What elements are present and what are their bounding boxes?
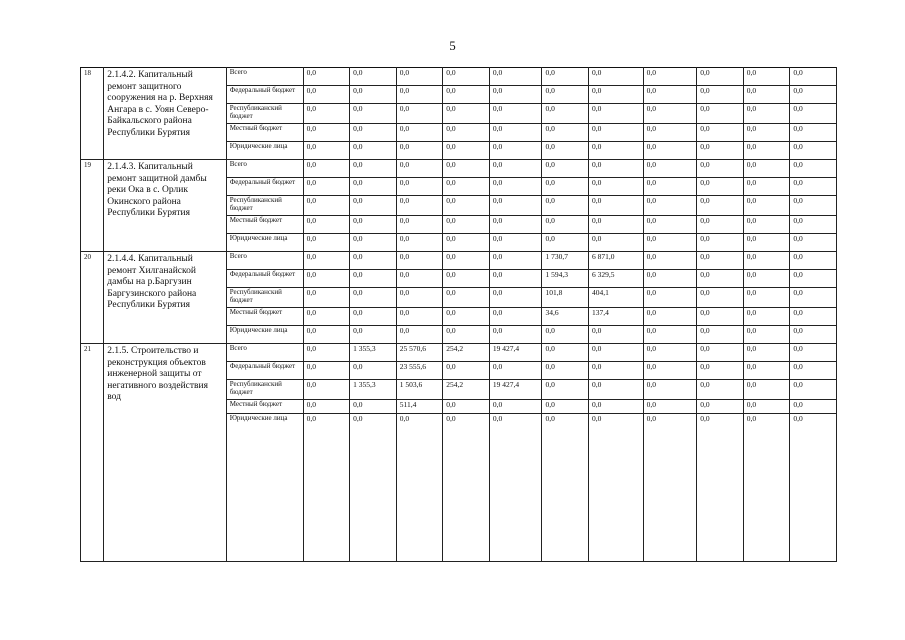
value-cell: 0,0 (443, 178, 490, 196)
value-cell: 0,0 (350, 178, 397, 196)
value-cell: 0,0 (588, 142, 643, 160)
value-cell: 0,0 (350, 142, 397, 160)
value-cell: 0,0 (303, 196, 350, 216)
table-row (81, 344, 837, 362)
value-cell: 0,0 (396, 86, 443, 104)
budget-table (80, 67, 837, 562)
value-cell: 0,0 (643, 400, 697, 414)
value-cell: 0,0 (303, 142, 350, 160)
value-cell: 0,0 (443, 68, 490, 86)
page-number: 5 (449, 38, 456, 53)
value-cell: 0,0 (489, 414, 542, 562)
funding-source: Всего (226, 160, 303, 178)
value-cell: 0,0 (743, 288, 790, 308)
value-cell: 0,0 (443, 288, 490, 308)
funding-source: Всего (226, 68, 303, 86)
value-cell: 0,0 (588, 124, 643, 142)
value-cell: 0,0 (743, 216, 790, 234)
value-cell: 0,0 (350, 270, 397, 288)
value-cell: 0,0 (743, 142, 790, 160)
value-cell: 0,0 (697, 196, 744, 216)
value-cell: 0,0 (396, 234, 443, 252)
value-cell: 0,0 (303, 308, 350, 326)
value-cell: 0,0 (489, 288, 542, 308)
value-cell: 19 427,4 (489, 344, 542, 362)
value-cell: 25 570,6 (396, 344, 443, 362)
value-cell: 0,0 (697, 326, 744, 344)
value-cell: 0,0 (396, 196, 443, 216)
value-cell: 0,0 (350, 362, 397, 380)
measure-description: 2.1.5. Строительство и реконструкция объектов инженерной защиты от негативного воздействия вод (104, 344, 226, 562)
value-cell: 0,0 (743, 68, 790, 86)
value-cell: 0,0 (489, 160, 542, 178)
value-cell: 0,0 (303, 400, 350, 414)
value-cell: 0,0 (790, 234, 837, 252)
value-cell: 1 594,3 (542, 270, 589, 288)
value-cell: 0,0 (489, 362, 542, 380)
value-cell: 0,0 (743, 252, 790, 270)
value-cell: 0,0 (743, 414, 790, 562)
value-cell: 0,0 (303, 124, 350, 142)
value-cell: 0,0 (350, 252, 397, 270)
value-cell: 0,0 (350, 414, 397, 562)
value-cell: 0,0 (588, 400, 643, 414)
value-cell: 0,0 (489, 308, 542, 326)
value-cell: 254,2 (443, 344, 490, 362)
value-cell: 0,0 (697, 68, 744, 86)
value-cell: 0,0 (697, 142, 744, 160)
value-cell: 0,0 (396, 142, 443, 160)
value-cell: 0,0 (743, 160, 790, 178)
funding-source: Федеральный бюджет (226, 178, 303, 196)
value-cell: 0,0 (303, 362, 350, 380)
value-cell: 0,0 (303, 104, 350, 124)
funding-source: Республиканский бюджет (226, 196, 303, 216)
value-cell: 101,8 (542, 288, 589, 308)
value-cell: 0,0 (443, 270, 490, 288)
value-cell: 0,0 (643, 362, 697, 380)
funding-source: Всего (226, 344, 303, 362)
value-cell: 0,0 (790, 308, 837, 326)
funding-source: Федеральный бюджет (226, 270, 303, 288)
value-cell: 0,0 (790, 160, 837, 178)
funding-source: Республиканский бюджет (226, 104, 303, 124)
value-cell: 0,0 (396, 270, 443, 288)
value-cell: 1 730,7 (542, 252, 589, 270)
value-cell: 0,0 (588, 344, 643, 362)
value-cell: 0,0 (743, 344, 790, 362)
value-cell: 0,0 (588, 178, 643, 196)
value-cell: 0,0 (743, 234, 790, 252)
value-cell: 0,0 (396, 326, 443, 344)
funding-source: Юридические лица (226, 414, 303, 562)
value-cell: 0,0 (643, 326, 697, 344)
value-cell: 0,0 (443, 308, 490, 326)
value-cell: 0,0 (643, 86, 697, 104)
value-cell: 0,0 (350, 68, 397, 86)
value-cell: 0,0 (790, 326, 837, 344)
value-cell: 0,0 (790, 216, 837, 234)
table-body (81, 68, 837, 562)
value-cell: 6 329,5 (588, 270, 643, 288)
value-cell: 0,0 (790, 142, 837, 160)
value-cell: 0,0 (643, 104, 697, 124)
value-cell: 0,0 (303, 216, 350, 234)
value-cell: 0,0 (396, 288, 443, 308)
table-row (81, 252, 837, 270)
funding-source: Юридические лица (226, 326, 303, 344)
value-cell: 0,0 (303, 344, 350, 362)
value-cell: 0,0 (697, 380, 744, 400)
value-cell: 0,0 (350, 216, 397, 234)
value-cell: 0,0 (643, 234, 697, 252)
value-cell: 0,0 (396, 104, 443, 124)
value-cell: 0,0 (303, 270, 350, 288)
value-cell: 0,0 (743, 326, 790, 344)
value-cell: 0,0 (489, 104, 542, 124)
value-cell: 0,0 (350, 308, 397, 326)
value-cell: 254,2 (443, 380, 490, 400)
value-cell: 0,0 (643, 380, 697, 400)
value-cell: 0,0 (542, 414, 589, 562)
value-cell: 0,0 (743, 196, 790, 216)
value-cell: 0,0 (743, 362, 790, 380)
value-cell: 0,0 (542, 68, 589, 86)
value-cell: 0,0 (443, 160, 490, 178)
value-cell: 0,0 (443, 326, 490, 344)
value-cell: 0,0 (396, 216, 443, 234)
value-cell: 404,1 (588, 288, 643, 308)
value-cell: 0,0 (790, 104, 837, 124)
measure-description: 2.1.4.4. Капитальный ремонт Хилганайской дамбы на р.Баргузин Баргузинского района Республики Бурятия (104, 252, 226, 344)
value-cell: 0,0 (303, 252, 350, 270)
value-cell: 0,0 (643, 270, 697, 288)
value-cell: 0,0 (790, 414, 837, 562)
value-cell: 0,0 (443, 400, 490, 414)
value-cell: 0,0 (790, 380, 837, 400)
value-cell: 0,0 (350, 104, 397, 124)
value-cell: 0,0 (542, 362, 589, 380)
value-cell: 0,0 (588, 104, 643, 124)
value-cell: 0,0 (489, 68, 542, 86)
value-cell: 0,0 (350, 288, 397, 308)
value-cell: 0,0 (443, 104, 490, 124)
value-cell: 0,0 (643, 216, 697, 234)
value-cell: 1 355,3 (350, 344, 397, 362)
value-cell: 0,0 (697, 104, 744, 124)
row-number: 21 (81, 344, 104, 562)
value-cell: 0,0 (350, 160, 397, 178)
value-cell: 0,0 (396, 178, 443, 196)
funding-source: Федеральный бюджет (226, 86, 303, 104)
value-cell: 0,0 (303, 86, 350, 104)
value-cell: 0,0 (542, 380, 589, 400)
value-cell: 0,0 (489, 252, 542, 270)
value-cell: 0,0 (790, 252, 837, 270)
value-cell: 0,0 (443, 362, 490, 380)
value-cell: 0,0 (489, 270, 542, 288)
value-cell: 0,0 (489, 178, 542, 196)
value-cell: 0,0 (303, 414, 350, 562)
value-cell: 0,0 (396, 414, 443, 562)
value-cell: 0,0 (443, 86, 490, 104)
value-cell: 0,0 (303, 288, 350, 308)
value-cell: 0,0 (697, 400, 744, 414)
value-cell: 0,0 (542, 124, 589, 142)
value-cell: 0,0 (303, 68, 350, 86)
value-cell: 0,0 (542, 216, 589, 234)
value-cell: 0,0 (489, 196, 542, 216)
value-cell: 0,0 (643, 142, 697, 160)
value-cell: 0,0 (743, 270, 790, 288)
value-cell: 0,0 (743, 124, 790, 142)
value-cell: 0,0 (643, 196, 697, 216)
value-cell: 0,0 (743, 104, 790, 124)
value-cell: 0,0 (588, 234, 643, 252)
value-cell: 0,0 (303, 160, 350, 178)
funding-source: Местный бюджет (226, 308, 303, 326)
value-cell: 0,0 (743, 380, 790, 400)
value-cell: 0,0 (350, 326, 397, 344)
value-cell: 0,0 (790, 86, 837, 104)
value-cell: 0,0 (697, 178, 744, 196)
value-cell: 0,0 (303, 326, 350, 344)
value-cell: 0,0 (790, 362, 837, 380)
value-cell: 0,0 (303, 380, 350, 400)
value-cell: 0,0 (790, 400, 837, 414)
value-cell: 0,0 (790, 344, 837, 362)
value-cell: 511,4 (396, 400, 443, 414)
value-cell: 0,0 (697, 124, 744, 142)
value-cell: 0,0 (697, 362, 744, 380)
value-cell: 0,0 (588, 380, 643, 400)
value-cell: 0,0 (697, 288, 744, 308)
value-cell: 0,0 (350, 196, 397, 216)
value-cell: 0,0 (790, 68, 837, 86)
value-cell: 1 503,6 (396, 380, 443, 400)
value-cell: 0,0 (697, 216, 744, 234)
value-cell: 0,0 (697, 160, 744, 178)
measure-description: 2.1.4.3. Капитальный ремонт защитной дамбы реки Ока в с. Орлик Окинского района Республики Бурятия (104, 160, 226, 252)
value-cell: 0,0 (588, 326, 643, 344)
value-cell: 0,0 (542, 234, 589, 252)
value-cell: 0,0 (303, 234, 350, 252)
value-cell: 0,0 (697, 252, 744, 270)
value-cell: 0,0 (588, 362, 643, 380)
value-cell: 0,0 (790, 178, 837, 196)
value-cell: 0,0 (743, 400, 790, 414)
funding-source: Местный бюджет (226, 124, 303, 142)
funding-source: Федеральный бюджет (226, 362, 303, 380)
value-cell: 0,0 (396, 160, 443, 178)
value-cell: 0,0 (489, 124, 542, 142)
value-cell: 0,0 (643, 414, 697, 562)
value-cell: 0,0 (790, 288, 837, 308)
value-cell: 0,0 (396, 252, 443, 270)
value-cell: 0,0 (396, 68, 443, 86)
value-cell: 6 871,0 (588, 252, 643, 270)
value-cell: 0,0 (697, 308, 744, 326)
table-row (81, 160, 837, 178)
value-cell: 19 427,4 (489, 380, 542, 400)
value-cell: 0,0 (697, 414, 744, 562)
value-cell: 0,0 (743, 86, 790, 104)
value-cell: 34,6 (542, 308, 589, 326)
value-cell: 0,0 (489, 142, 542, 160)
value-cell: 0,0 (542, 196, 589, 216)
value-cell: 0,0 (643, 124, 697, 142)
value-cell: 0,0 (643, 308, 697, 326)
value-cell: 0,0 (350, 234, 397, 252)
value-cell: 0,0 (790, 270, 837, 288)
value-cell: 0,0 (743, 178, 790, 196)
value-cell: 0,0 (542, 400, 589, 414)
row-number: 19 (81, 160, 104, 252)
value-cell: 0,0 (489, 326, 542, 344)
value-cell: 0,0 (643, 252, 697, 270)
value-cell: 0,0 (542, 326, 589, 344)
measure-description: 2.1.4.2. Капитальный ремонт защитного сооружения на р. Верхняя Ангара в с. Уоян Северо-Байкальского района Республики Бурятия (104, 68, 226, 160)
value-cell: 0,0 (697, 234, 744, 252)
value-cell: 0,0 (443, 252, 490, 270)
value-cell: 0,0 (643, 344, 697, 362)
value-cell: 0,0 (489, 86, 542, 104)
value-cell: 0,0 (643, 160, 697, 178)
value-cell: 0,0 (489, 216, 542, 234)
value-cell: 0,0 (443, 196, 490, 216)
value-cell: 0,0 (350, 86, 397, 104)
value-cell: 0,0 (303, 178, 350, 196)
funding-source: Республиканский бюджет (226, 380, 303, 400)
value-cell: 0,0 (350, 124, 397, 142)
value-cell: 0,0 (443, 234, 490, 252)
value-cell: 0,0 (542, 142, 589, 160)
value-cell: 0,0 (350, 400, 397, 414)
value-cell: 0,0 (489, 400, 542, 414)
value-cell: 0,0 (588, 68, 643, 86)
value-cell: 0,0 (790, 124, 837, 142)
value-cell: 0,0 (443, 142, 490, 160)
value-cell: 0,0 (588, 86, 643, 104)
value-cell: 0,0 (588, 196, 643, 216)
funding-source: Юридические лица (226, 234, 303, 252)
value-cell: 0,0 (588, 414, 643, 562)
value-cell: 0,0 (697, 86, 744, 104)
value-cell: 23 555,6 (396, 362, 443, 380)
value-cell: 0,0 (489, 234, 542, 252)
value-cell: 1 355,3 (350, 380, 397, 400)
value-cell: 0,0 (542, 104, 589, 124)
value-cell: 0,0 (443, 216, 490, 234)
funding-source: Республиканский бюджет (226, 288, 303, 308)
row-number: 18 (81, 68, 104, 160)
value-cell: 137,4 (588, 308, 643, 326)
value-cell: 0,0 (443, 414, 490, 562)
value-cell: 0,0 (643, 68, 697, 86)
funding-source: Местный бюджет (226, 400, 303, 414)
value-cell: 0,0 (588, 160, 643, 178)
value-cell: 0,0 (697, 344, 744, 362)
value-cell: 0,0 (542, 160, 589, 178)
funding-source: Всего (226, 252, 303, 270)
value-cell: 0,0 (396, 124, 443, 142)
value-cell: 0,0 (542, 178, 589, 196)
value-cell: 0,0 (542, 86, 589, 104)
value-cell: 0,0 (643, 178, 697, 196)
funding-source: Местный бюджет (226, 216, 303, 234)
table-row (81, 68, 837, 86)
value-cell: 0,0 (542, 344, 589, 362)
funding-source: Юридические лица (226, 142, 303, 160)
value-cell: 0,0 (443, 124, 490, 142)
value-cell: 0,0 (588, 216, 643, 234)
value-cell: 0,0 (743, 308, 790, 326)
row-number: 20 (81, 252, 104, 344)
value-cell: 0,0 (790, 196, 837, 216)
value-cell: 0,0 (643, 288, 697, 308)
value-cell: 0,0 (396, 308, 443, 326)
value-cell: 0,0 (697, 270, 744, 288)
